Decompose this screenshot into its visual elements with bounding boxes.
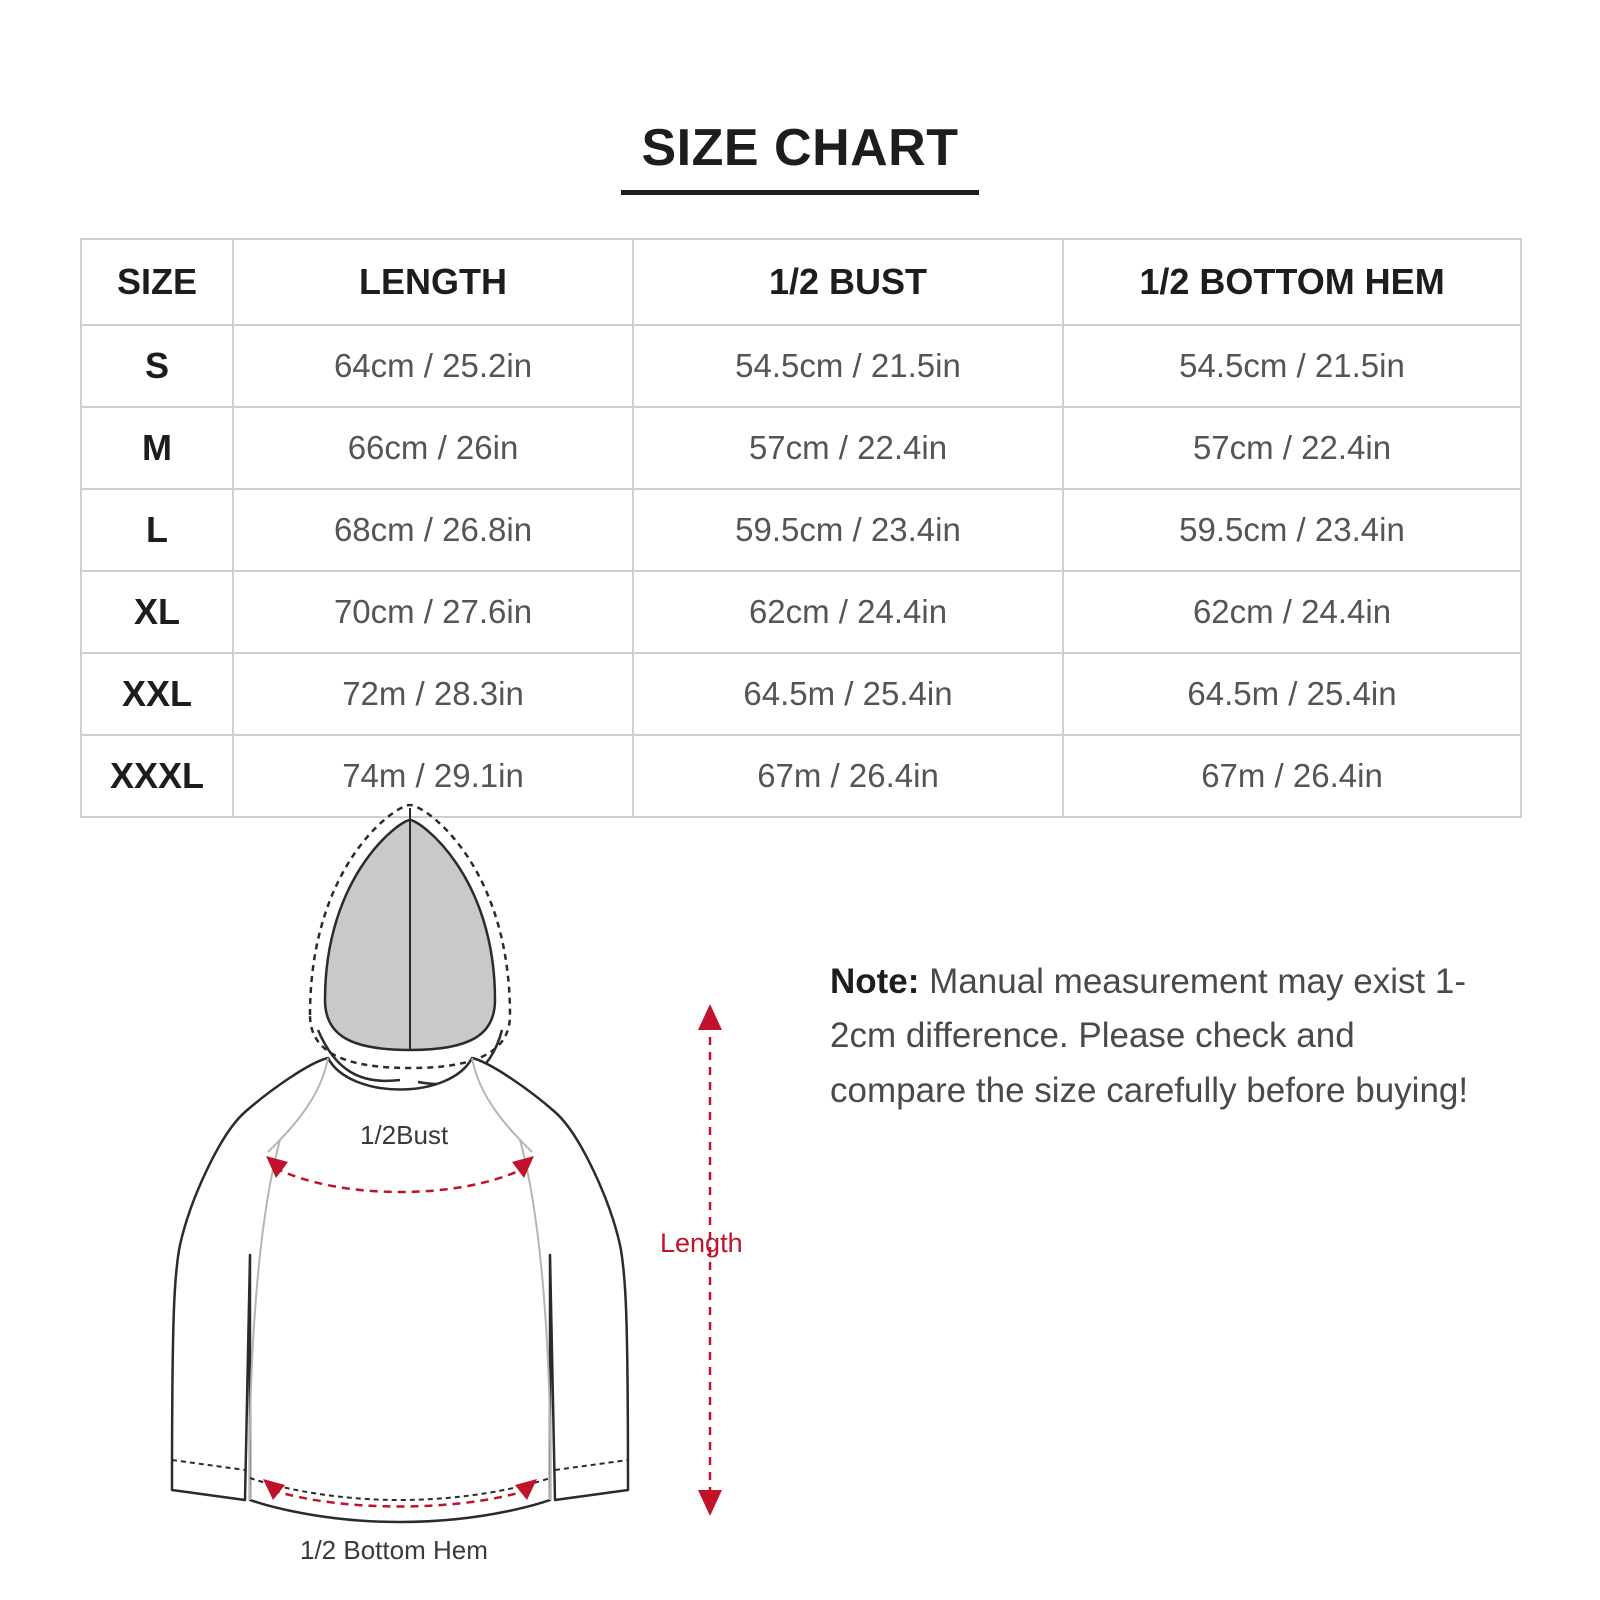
cell-length: 70cm / 27.6in [233,571,633,653]
cell-bust: 67m / 26.4in [633,735,1063,817]
bust-measure-label: 1/2Bust [360,1120,449,1150]
cell-bust: 57cm / 22.4in [633,407,1063,489]
table-row [81,489,1521,571]
column-header-hem: 1/2 BOTTOM HEM [1063,239,1521,325]
cell-length: 74m / 29.1in [233,735,633,817]
cell-size: S [81,325,233,407]
column-header-bust: 1/2 BUST [633,239,1063,325]
cell-hem: 57cm / 22.4in [1063,407,1521,489]
cell-length: 64cm / 25.2in [233,325,633,407]
note-body: Manual measurement may exist 1-2cm difference. Please check and compare the size carefully before buying! [830,962,1469,1110]
cell-hem: 62cm / 24.4in [1063,571,1521,653]
hem-measure-label: 1/2 Bottom Hem [300,1535,488,1565]
size-chart-table [80,238,1522,818]
cell-bust: 62cm / 24.4in [633,571,1063,653]
cell-bust: 64.5m / 25.4in [633,653,1063,735]
cell-bust: 59.5cm / 23.4in [633,489,1063,571]
cell-hem: 64.5m / 25.4in [1063,653,1521,735]
cell-hem: 67m / 26.4in [1063,735,1521,817]
column-header-length: LENGTH [233,239,633,325]
length-measure-arrow [640,1000,820,1520]
cell-hem: 54.5cm / 21.5in [1063,325,1521,407]
cell-size: XXL [81,653,233,735]
cell-bust: 54.5cm / 21.5in [633,325,1063,407]
table-row [81,653,1521,735]
note-text [830,955,1470,1118]
length-measure-label: Length [660,1228,743,1258]
table-header-row [81,239,1521,325]
cell-hem: 59.5cm / 23.4in [1063,489,1521,571]
table-row [81,407,1521,489]
page-title: SIZE CHART [641,119,959,177]
cell-length: 72m / 28.3in [233,653,633,735]
cell-length: 66cm / 26in [233,407,633,489]
cell-size: XXXL [81,735,233,817]
column-header-size: SIZE [81,239,233,325]
table-row [81,325,1521,407]
table-row [81,571,1521,653]
note-prefix: Note: [830,962,920,1001]
cell-size: L [81,489,233,571]
cell-size: XL [81,571,233,653]
cell-length: 68cm / 26.8in [233,489,633,571]
cell-size: M [81,407,233,489]
title-underline [621,190,979,195]
